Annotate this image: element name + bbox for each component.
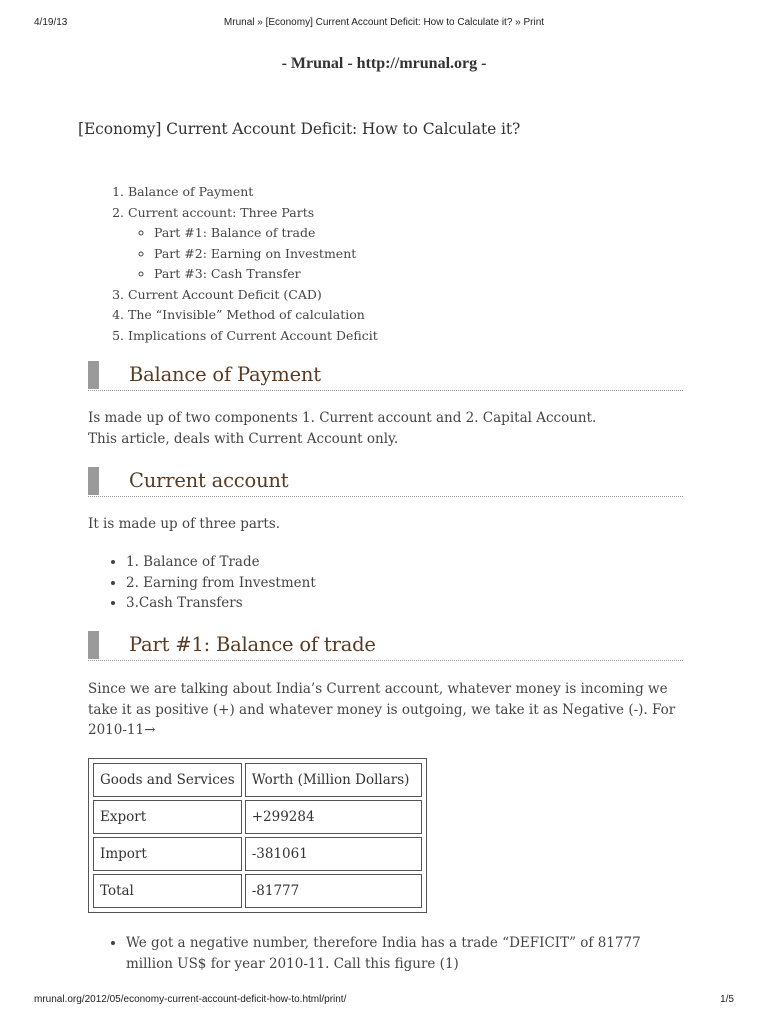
table-cell: Export: [93, 800, 242, 834]
toc-item-current-account[interactable]: 2. Current account: Three Parts ◦ Part #1: Balance of trade ◦ Part #2: Earning on Investment ◦ Part #3: Cash Transfer: [128, 203, 378, 285]
table-cell: -381061: [245, 837, 422, 871]
part1-paragraph: Since we are talking about India’s Current account, whatever money is incoming we take it as positive (+) and whatever money is outgoing, we take it as Negative (-). For 2010-11→: [88, 681, 676, 738]
toc-item-cad[interactable]: 3. Current Account Deficit (CAD): [128, 285, 378, 306]
list-item: • 3.Cash Transfers: [126, 593, 316, 614]
trade-deficit-note-list: [98, 933, 686, 974]
heading-bar: [88, 467, 99, 495]
table-of-contents: [100, 182, 378, 346]
print-url: mrunal.org/2012/05/economy-current-account-deficit-how-to.html/print/: [34, 994, 347, 1005]
toc-item-balance-of-payment[interactable]: 1. Balance of Payment: [128, 182, 378, 203]
print-footer: [34, 994, 734, 1008]
toc-item-implications[interactable]: 5. Implications of Current Account Deficit: [128, 326, 378, 347]
current-account-paragraph: It is made up of three parts.: [88, 516, 281, 532]
table-cell: -81777: [245, 874, 422, 908]
print-header: [34, 17, 734, 31]
table-cell: +299284: [245, 800, 422, 834]
toc-subitem-part2[interactable]: ◦ Part #2: Earning on Investment: [154, 244, 378, 265]
table-cell: Import: [93, 837, 242, 871]
table-row: [93, 874, 422, 908]
print-date: 4/19/13: [34, 17, 68, 28]
heading-bar: [88, 631, 99, 659]
table-row: [93, 837, 422, 871]
toc-item-invisible-method[interactable]: 4. The “Invisible” Method of calculation: [128, 305, 378, 326]
list-item: • 1. Balance of Trade: [126, 552, 316, 573]
table-row: [93, 800, 422, 834]
toc-subitem-part3[interactable]: ◦ Part #3: Cash Transfer: [154, 264, 378, 285]
current-account-parts-list: [98, 552, 316, 614]
print-page-title: Mrunal » [Economy] Current Account Deficit: How to Calculate it? » Print: [223, 17, 545, 28]
heading-balance-of-payment: Balance of Payment: [88, 361, 683, 391]
heading-current-account: Current account: [88, 467, 683, 497]
table-cell: Total: [93, 874, 242, 908]
trade-table: [88, 758, 427, 913]
heading-bar: [88, 361, 99, 389]
list-item: • 2. Earning from Investment: [126, 573, 316, 594]
page-number: 1/5: [720, 994, 734, 1005]
site-title: - Mrunal - http://mrunal.org -: [281, 55, 487, 72]
table-header-cell: Worth (Million Dollars): [245, 763, 422, 797]
heading-part1-balance-of-trade: Part #1: Balance of trade: [88, 631, 683, 661]
table-header-cell: Goods and Services: [93, 763, 242, 797]
table-header-row: [93, 763, 422, 797]
toc-subitem-part1[interactable]: ◦ Part #1: Balance of trade: [154, 223, 378, 244]
article-title: [Economy] Current Account Deficit: How to Calculate it?: [78, 120, 521, 138]
toc-sublist: [128, 223, 378, 285]
list-item: • We got a negative number, therefore India has a trade “DEFICIT” of 81777 million US$ for year 2010-11. Call this figure (1): [126, 933, 686, 974]
bop-paragraph: Is made up of two components 1. Current account and 2. Capital Account. This article, deals with Current Account only.: [88, 410, 597, 447]
